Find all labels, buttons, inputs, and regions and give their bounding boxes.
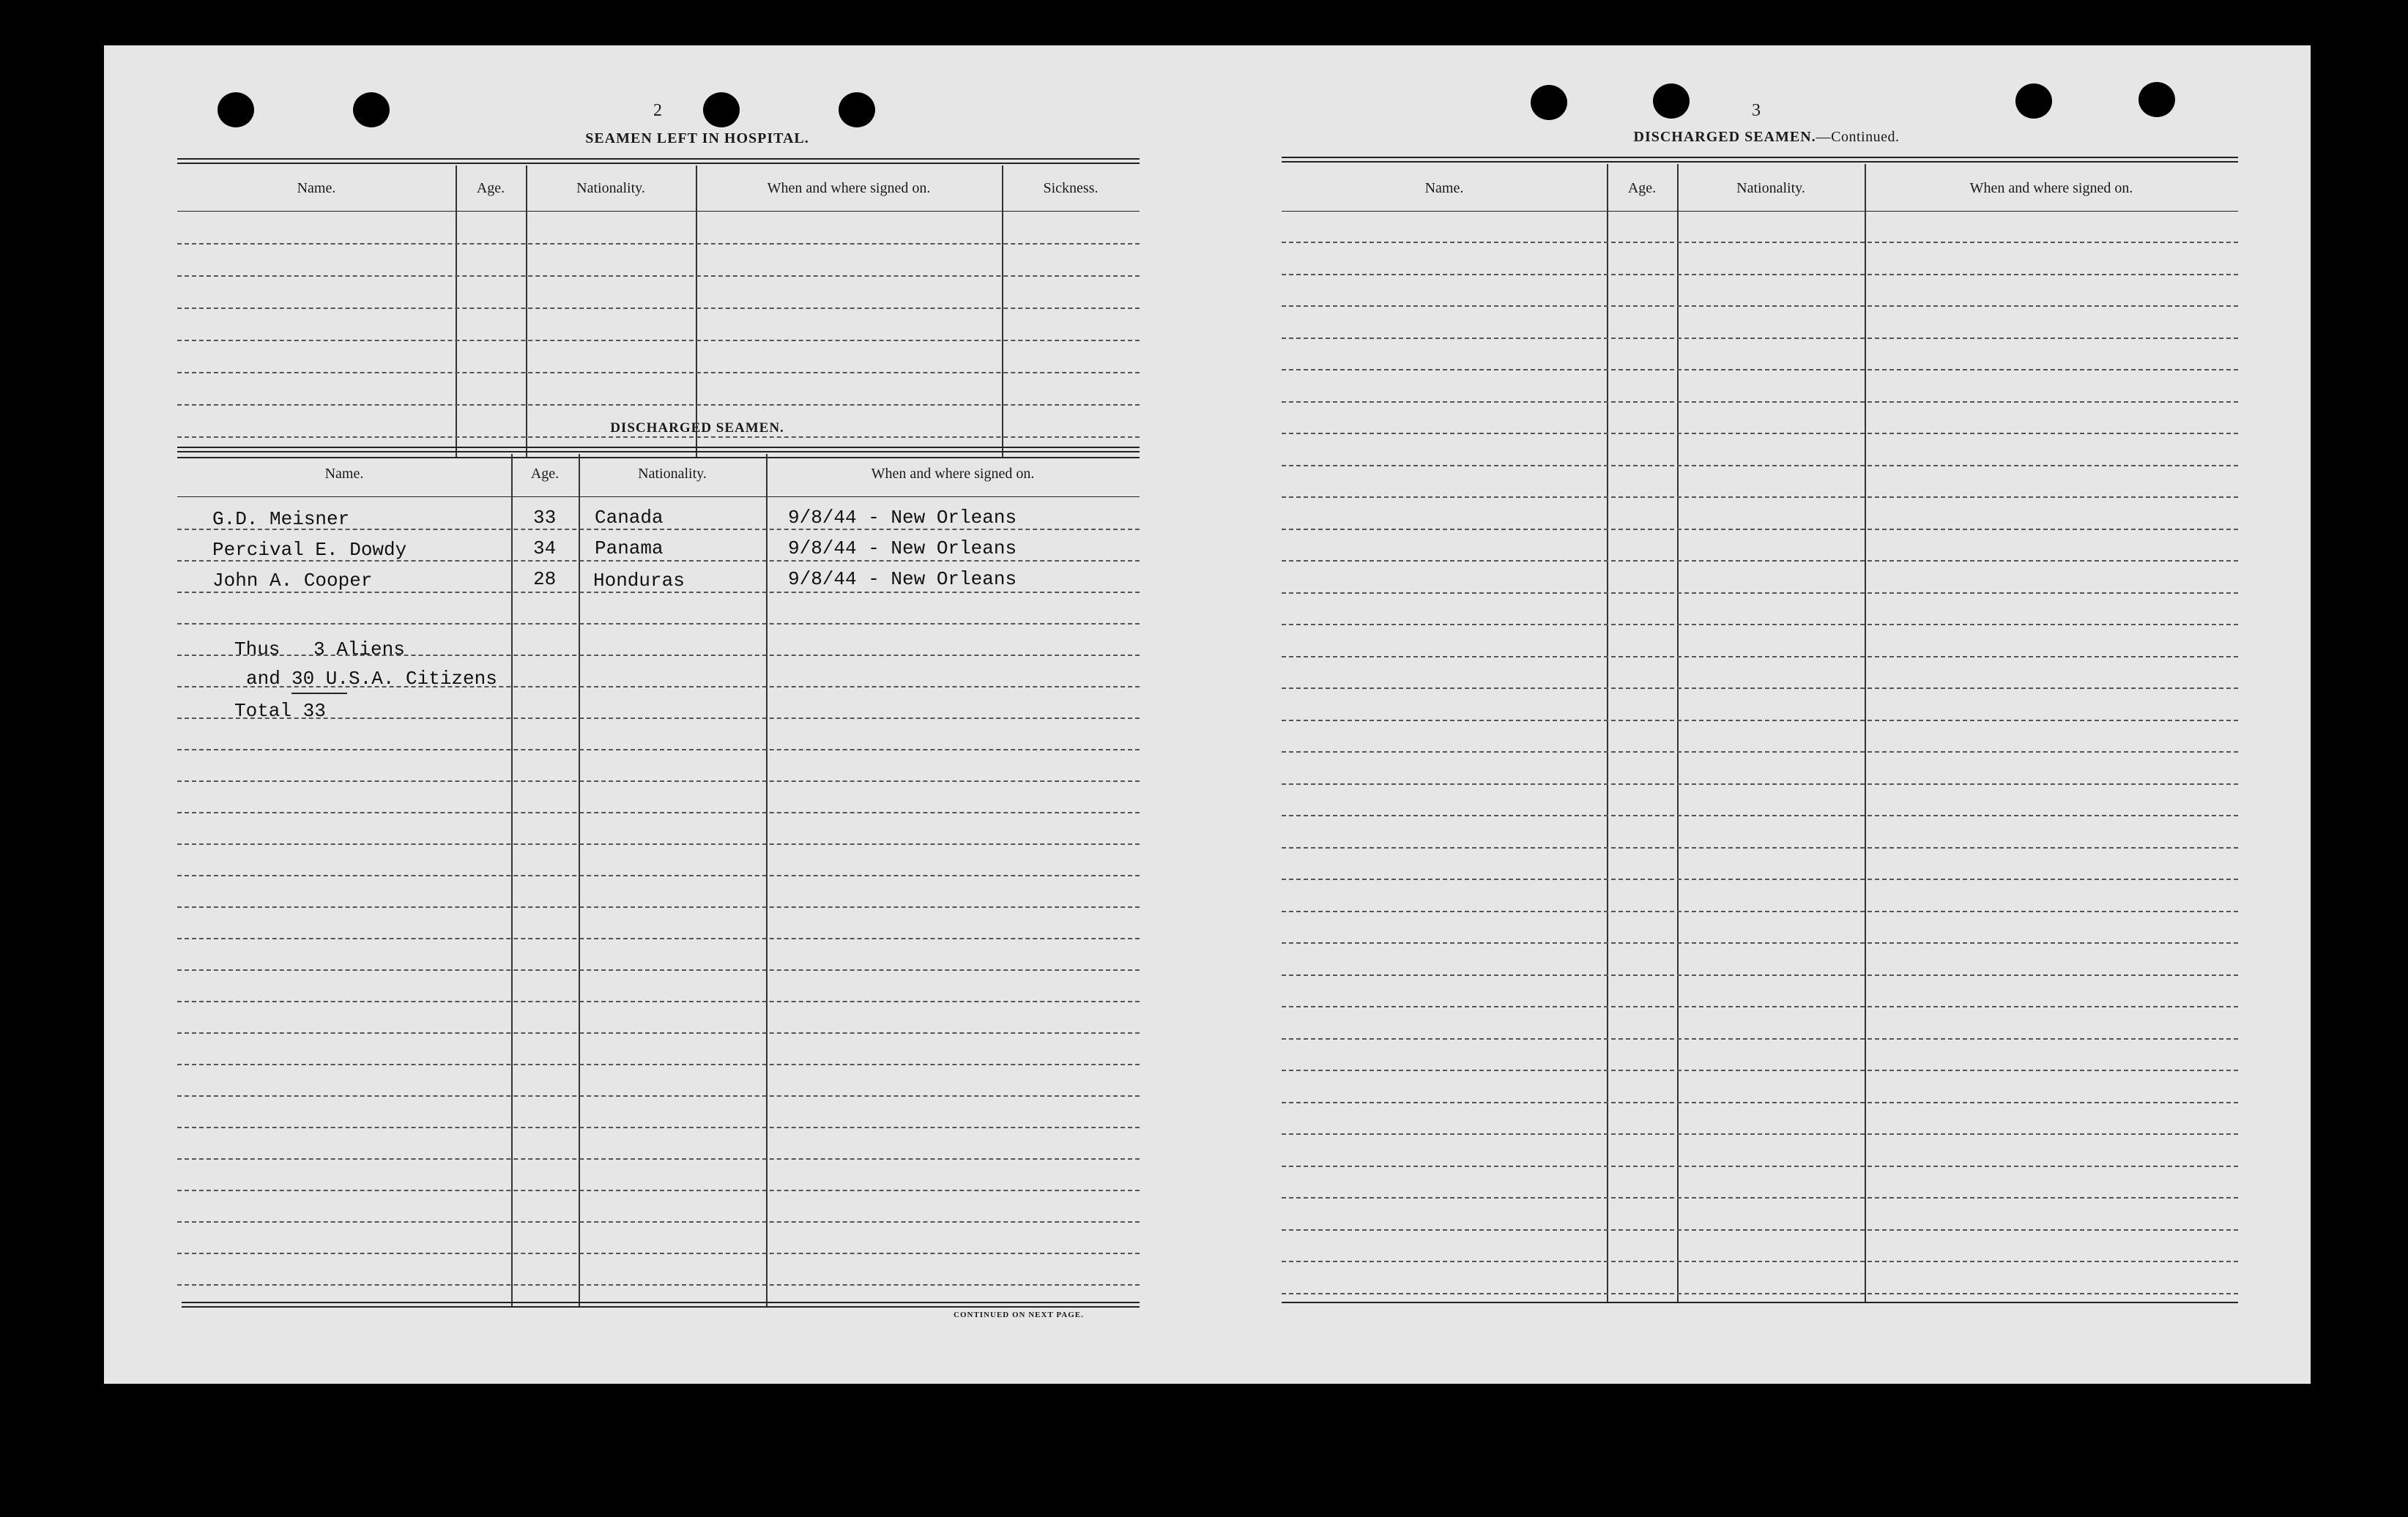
ruled-line (1282, 433, 2238, 434)
ruled-line (177, 969, 1140, 971)
ruled-line (1282, 1133, 2238, 1135)
row-3-age: 28 (533, 568, 557, 590)
ruled-line (177, 1190, 1140, 1191)
ruled-line (1282, 465, 2238, 466)
ruled-line (1282, 1038, 2238, 1040)
punch-hole (2138, 82, 2175, 117)
ruled-line (177, 749, 1140, 750)
col-signed-on: When and where signed on. (1969, 180, 2133, 196)
row-2-age: 34 (533, 537, 557, 559)
row-3-name: John A. Cooper (212, 570, 373, 592)
ruled-line (1282, 369, 2238, 370)
punch-hole (1531, 85, 1567, 120)
ruled-line (1282, 656, 2238, 657)
ruled-line (1282, 1070, 2238, 1071)
punch-hole (1653, 83, 1690, 119)
ruled-line (1282, 529, 2238, 530)
summary-citizens: 30 U.S.A. Citizens (291, 668, 497, 690)
row-2-name: Percival E. Dowdy (212, 539, 407, 561)
ruled-line (1282, 783, 2238, 785)
col-signed-on: When and where signed on. (871, 466, 1035, 482)
row-2-signed-on: 9/8/44 - New Orleans (788, 537, 1017, 559)
summary-total: Total 33 (234, 700, 326, 722)
ruled-line (1282, 879, 2238, 880)
ruled-line (177, 875, 1140, 876)
col-name: Name. (1424, 180, 1464, 196)
discharged-continued-title (1569, 129, 1964, 146)
ruled-line (1282, 720, 2238, 721)
ruled-line (1282, 338, 2238, 339)
ruled-line (1282, 1261, 2238, 1262)
ruled-line (1282, 305, 2238, 307)
ruled-line (1282, 1229, 2238, 1231)
row-1-name: G.D. Meisner (212, 508, 350, 530)
discharged-continued-table (1282, 157, 2238, 1308)
ruled-line (177, 1253, 1140, 1254)
hospital-section-title: SEAMEN LEFT IN HOSPITAL. (585, 130, 809, 146)
col-sickness: Sickness. (1043, 180, 1099, 196)
punch-hole (839, 92, 875, 127)
hospital-table (177, 158, 1140, 458)
row-1-age: 33 (533, 507, 557, 529)
ruled-line (177, 1064, 1140, 1065)
row-1-nationality: Canada (595, 507, 664, 529)
col-age: Age. (476, 180, 505, 196)
row-1-signed-on: 9/8/44 - New Orleans (788, 507, 1017, 529)
col-age: Age. (1627, 180, 1657, 196)
ruled-line (177, 718, 1140, 719)
ruled-line (1282, 847, 2238, 849)
ruled-line (1282, 1006, 2238, 1007)
ruled-line (1282, 942, 2238, 944)
ruled-line (1282, 751, 2238, 753)
ruled-line (1282, 401, 2238, 403)
col-name: Name. (324, 466, 364, 482)
ruled-line (177, 1032, 1140, 1034)
punch-hole (2015, 83, 2052, 119)
ruled-line (177, 938, 1140, 939)
ruled-line (1282, 560, 2238, 562)
ruled-line (1282, 1197, 2238, 1199)
discharged-section-title: DISCHARGED SEAMEN. (610, 420, 784, 436)
summary-thus-label: Thus (234, 638, 280, 660)
ruled-line (177, 1284, 1140, 1286)
ruled-line (1282, 274, 2238, 275)
col-name: Name. (297, 180, 336, 196)
ruled-line (177, 843, 1140, 845)
ruled-line (177, 529, 1140, 530)
ruled-line (177, 1127, 1140, 1128)
ruled-line (1282, 242, 2238, 243)
ruled-line (177, 812, 1140, 813)
ruled-line (177, 780, 1140, 782)
ruled-line (177, 1158, 1140, 1160)
row-2-nationality: Panama (595, 537, 664, 559)
discharged-title-text: DISCHARGED SEAMEN. (1633, 129, 1816, 145)
summary-and-label: and (246, 668, 280, 690)
summary-aliens: 3 Aliens (313, 638, 405, 660)
row-3-nationality: Honduras (593, 570, 685, 592)
ruled-line (177, 560, 1140, 562)
ruled-line (1282, 687, 2238, 689)
ruled-line (1282, 496, 2238, 498)
page-number-left: 2 (653, 101, 662, 120)
col-nationality: Nationality. (1736, 180, 1805, 196)
ruled-line (1282, 1102, 2238, 1103)
ruled-line (1282, 624, 2238, 625)
ruled-line (1282, 911, 2238, 912)
col-nationality: Nationality. (638, 466, 707, 482)
ruled-line (177, 1095, 1140, 1097)
ruled-line (177, 1221, 1140, 1223)
discharged-table (177, 447, 1140, 1308)
summary-underline (291, 693, 347, 694)
ruled-line (1282, 1293, 2238, 1294)
continued-note: CONTINUED ON NEXT PAGE. (954, 1311, 1084, 1319)
page-number-right: 3 (1752, 101, 1761, 120)
continued-suffix: —Continued. (1816, 129, 1900, 145)
ruled-line (1282, 815, 2238, 816)
punch-hole (703, 92, 740, 127)
ruled-line (177, 623, 1140, 625)
col-age: Age. (530, 466, 560, 482)
ruled-line (1282, 592, 2238, 594)
punch-hole (353, 92, 390, 127)
ruled-line (177, 655, 1140, 656)
ruled-line (177, 1001, 1140, 1002)
ruled-line (177, 686, 1140, 687)
col-nationality: Nationality. (576, 180, 645, 196)
row-3-signed-on: 9/8/44 - New Orleans (788, 568, 1017, 590)
ruled-line (177, 592, 1140, 593)
ruled-line (1282, 1166, 2238, 1167)
ruled-line (1282, 974, 2238, 976)
col-signed-on: When and where signed on. (767, 180, 931, 196)
ruled-line (177, 906, 1140, 908)
document-sheet (104, 45, 2311, 1384)
punch-hole (218, 92, 254, 127)
